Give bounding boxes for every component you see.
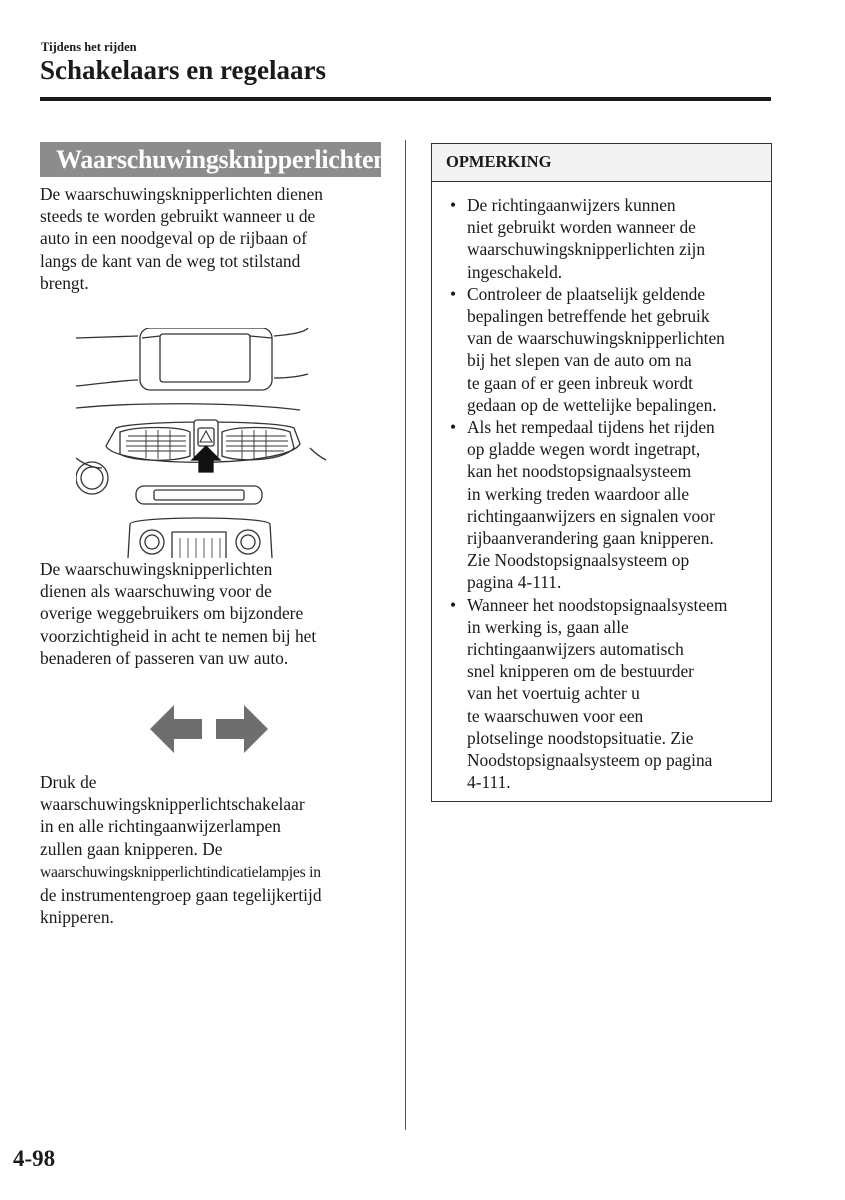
text-line: Noodstopsignaalsysteem op pagina [467,750,713,771]
text-line: dienen als waarschuwing voor de [40,581,272,602]
text-line: Controleer de plaatselijk geldende [467,283,706,304]
text-line: brengt. [40,272,89,293]
note-header: OPMERKING [432,144,771,182]
page-title: Schakelaars en regelaars [40,55,326,85]
turn-signal-arrows-icon [150,699,290,759]
text-line: De waarschuwingsknipperlichten [40,559,273,580]
note-item [448,283,768,416]
text-line: kan het noodstopsignaalsysteem [467,461,692,482]
text-line: van het voertuig achter u [467,683,640,704]
instruction-paragraph [40,771,390,928]
left-column [40,142,390,928]
text-line: benaderen of passeren van uw auto. [40,647,289,668]
text-line: niet gebruikt worden wanneer de [467,217,696,238]
text-line: te waarschuwen voor een [467,705,644,726]
title-rule [40,97,771,101]
note-item [448,594,768,794]
running-head: Tijdens het rijden [41,40,137,54]
note-box [431,143,772,802]
text-line: plotselinge noodstopsituatie. Zie [467,727,694,748]
text-line: van de waarschuwingsknipperlichten [467,328,725,349]
text-line: in werking is, gaan alle [467,616,629,637]
text-line: rijbaanverandering gaan knipperen. [467,528,714,549]
bullet: • [450,417,457,438]
text-line: te gaan of er geen inbreuk wordt [467,372,693,393]
text-line: gedaan op de wettelijke bepalingen. [467,394,717,415]
text-line: waarschuwingsknipperlichtindicatielampjes in [40,863,321,881]
column-divider [405,140,406,1130]
text-line: voorzichtigheid in acht te nemen bij het [40,625,317,646]
text-line: in en alle richtingaanwijzerlampen [40,816,281,837]
text-line: richtingaanwijzers automatisch [467,639,684,660]
text-line: zullen gaan knipperen. De [40,838,223,859]
text-line: op gladde wegen wordt ingetrapt, [467,439,701,460]
text-line: bepalingen betreffende het gebruik [467,306,710,327]
warning-paragraph [40,558,390,669]
text-line: waarschuwingsknipperlichten zijn [467,239,706,260]
text-line: Zie Noodstopsignaalsysteem op [467,550,690,571]
text-line: waarschuwingsknipperlichtschakelaar [40,794,305,815]
text-line: De richtingaanwijzers kunnen [467,195,676,215]
text-line: knipperen. [40,907,114,928]
text-line: Als het rempedaal tijdens het rijden [467,417,715,438]
text-line: ingeschakeld. [467,261,563,282]
text-line: richtingaanwijzers en signalen voor [467,505,715,526]
text-line: De waarschuwingsknipperlichten dienen [40,184,323,204]
note-item [448,416,768,594]
bullet: • [450,283,457,304]
text-line: de instrumentengroep gaan tegelijkertijd [40,885,322,906]
note-list [448,194,768,793]
bullet: • [450,195,457,215]
text-line: bij het slepen van de auto om na [467,350,692,371]
bullet: • [450,594,457,615]
text-line: overige weggebruikers om bijzondere [40,603,304,624]
page-number: 4-98 [13,1146,56,1171]
text-line: 4-111. [467,772,511,793]
text-line: snel knipperen om de bestuurder [467,661,694,682]
note-item [448,194,768,283]
text-line: auto in een noodgeval op de rijbaan of [40,228,308,249]
text-line: Druk de [40,772,97,793]
text-line: steeds te worden gebruikt wanneer u de [40,206,316,227]
text-line: langs de kant van de weg tot stilstand [40,250,301,271]
text-line: pagina 4-111. [467,572,562,593]
text-line: Wanneer het noodstopsignaalsysteem [467,594,728,615]
text-line: in werking treden waardoor alle [467,483,690,504]
section-heading: Waarschuwingsknipperlichten [40,142,381,177]
intro-paragraph [40,183,390,294]
dashboard-hazard-switch-icon [76,328,336,558]
